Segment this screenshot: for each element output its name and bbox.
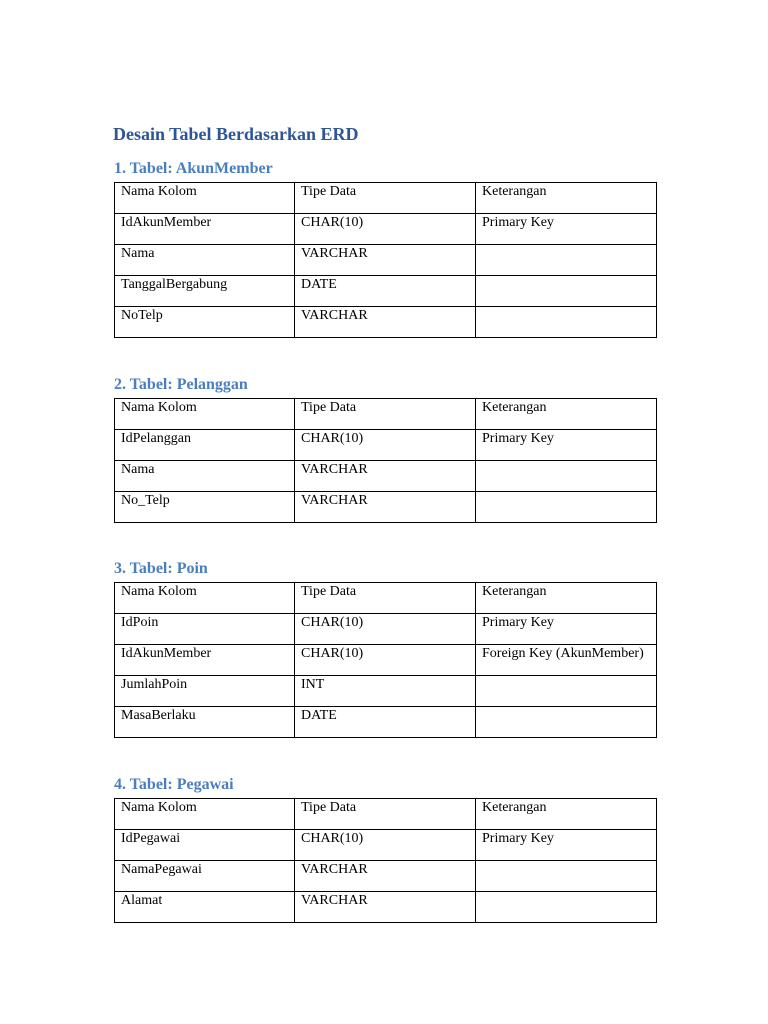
table-cell [476,307,657,338]
table-cell [476,676,657,707]
section-heading: 2. Tabel: Pelanggan [114,376,248,393]
table-cell: VARCHAR [295,492,476,523]
header-cell: Tipe Data [295,583,476,614]
table-cell: DATE [295,276,476,307]
table-cell [476,245,657,276]
table-cell: Primary Key [476,430,657,461]
table-cell: NamaPegawai [115,861,295,892]
table-row [115,676,657,707]
table-pelanggan [114,398,657,523]
table-row [115,214,657,245]
table-header-row [115,583,657,614]
table-cell: DATE [295,707,476,738]
header-cell: Tipe Data [295,799,476,830]
table-cell: CHAR(10) [295,830,476,861]
table-row [115,861,657,892]
table-row [115,461,657,492]
table-cell: VARCHAR [295,892,476,923]
header-cell: Keterangan [476,583,657,614]
header-cell: Nama Kolom [115,399,295,430]
header-cell: Keterangan [476,799,657,830]
table-akunmember [114,182,657,338]
table-cell [476,707,657,738]
table-cell: IdPelanggan [115,430,295,461]
table-cell: Primary Key [476,830,657,861]
table-header-row [115,399,657,430]
header-cell: Tipe Data [295,399,476,430]
section-pelanggan [113,376,656,523]
section-akunmember [113,160,656,338]
table-cell [476,861,657,892]
table-row [115,430,657,461]
table-row [115,492,657,523]
table-cell: IdAkunMember [115,645,295,676]
table-row [115,245,657,276]
table-cell: CHAR(10) [295,430,476,461]
table-cell: No_Telp [115,492,295,523]
header-cell: Keterangan [476,183,657,214]
table-cell: CHAR(10) [295,645,476,676]
table-cell: NoTelp [115,307,295,338]
section-poin [113,560,656,738]
table-cell: Primary Key [476,614,657,645]
table-cell: Nama [115,461,295,492]
section-heading: 4. Tabel: Pegawai [114,776,234,793]
header-cell: Nama Kolom [115,799,295,830]
table-cell: CHAR(10) [295,614,476,645]
table-cell: Nama [115,245,295,276]
section-heading: 1. Tabel: AkunMember [114,160,273,177]
table-cell: TanggalBergabung [115,276,295,307]
table-row [115,892,657,923]
table-header-row [115,799,657,830]
table-cell: VARCHAR [295,307,476,338]
table-cell: MasaBerlaku [115,707,295,738]
table-cell: IdAkunMember [115,214,295,245]
header-cell: Nama Kolom [115,583,295,614]
table-cell: VARCHAR [295,245,476,276]
table-row [115,276,657,307]
table-row [115,707,657,738]
table-header-row [115,183,657,214]
table-cell [476,892,657,923]
table-cell [476,492,657,523]
header-cell: Tipe Data [295,183,476,214]
header-cell: Keterangan [476,399,657,430]
table-cell: CHAR(10) [295,214,476,245]
table-cell [476,461,657,492]
table-cell: Primary Key [476,214,657,245]
header-cell: Nama Kolom [115,183,295,214]
table-row [115,830,657,861]
page-title: Desain Tabel Berdasarkan ERD [113,124,359,144]
table-cell [476,276,657,307]
section-pegawai [113,776,656,923]
table-pegawai [114,798,657,923]
table-row [115,614,657,645]
table-cell: VARCHAR [295,861,476,892]
section-heading: 3. Tabel: Poin [114,560,208,577]
table-row [115,307,657,338]
table-cell: Foreign Key (AkunMember) [476,645,657,676]
table-cell: Alamat [115,892,295,923]
table-cell: JumlahPoin [115,676,295,707]
table-poin [114,582,657,738]
table-cell: IdPegawai [115,830,295,861]
table-row [115,645,657,676]
table-cell: IdPoin [115,614,295,645]
table-cell: VARCHAR [295,461,476,492]
table-cell: INT [295,676,476,707]
